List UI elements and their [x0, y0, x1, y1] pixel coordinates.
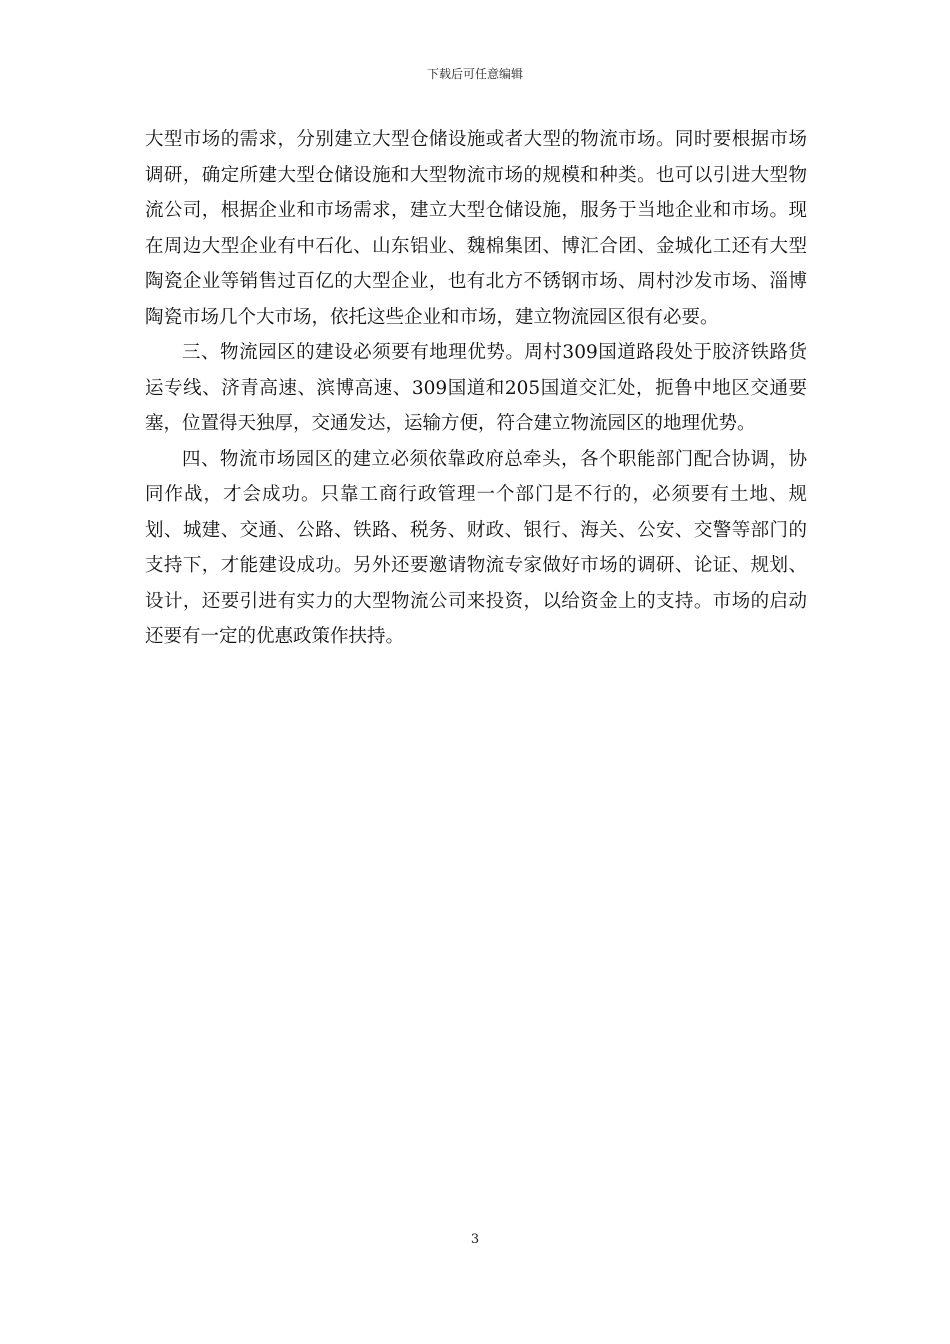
paragraph-continuation: 大型市场的需求，分别建立大型仓储设施或者大型的物流市场。同时要根据市场调研，确定所建大型仓储设施和大型物流市场的规模和种类。也可以引进大型物流公司，根据企业和市场需求，建立大型仓储设施，服务于当地企业和市场。现在周边大型企业有中石化、山东铝业、魏棉集团、博汇合团、金城化工还有大型陶瓷企业等销售过百亿的大型企业，也有北方不锈钢市场、周村沙发市场、淄博陶瓷市场几个大市场，依托这些企业和市场，建立物流园区很有必要。 [145, 129, 807, 328]
page-number: 3 [470, 1232, 480, 1247]
document-body [145, 122, 807, 655]
page-header: 下载后可任意编辑 [426, 67, 523, 81]
paragraph-section-three: 三、物流园区的建设必须要有地理优势。周村309国道路段处于胶济铁路货运专线、济青高速、滨博高速、309国道和205国道交汇处，扼鲁中地区交通要塞，位置得天独厚，交通发达，运输方便，符合建立物流园区的地理优势。 [145, 342, 807, 434]
paragraph-section-four: 四、物流市场园区的建立必须依靠政府总牵头，各个职能部门配合协调，协同作战，才会成功。只靠工商行政管理一个部门是不行的，必须要有土地、规划、城建、交通、公路、铁路、税务、财政、银行、海关、公安、交警等部门的支持下，才能建设成功。另外还要邀请物流专家做好市场的调研、论证、规划、设计，还要引进有实力的大型物流公司来投资，以给资金上的支持。市场的启动还要有一定的优惠政策作扶持。 [145, 448, 807, 647]
